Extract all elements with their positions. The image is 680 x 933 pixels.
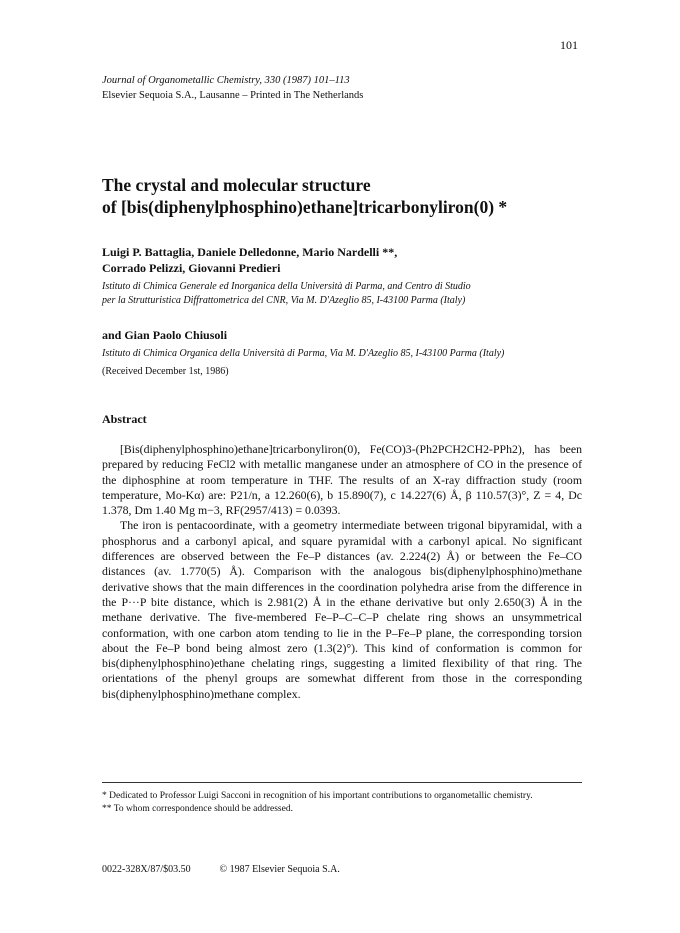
author-list: [102, 244, 397, 276]
publisher-line: Elsevier Sequoia S.A., Lausanne – Printed in The Netherlands: [102, 90, 364, 101]
copyright-line: [102, 864, 340, 875]
page-number: 101: [560, 38, 578, 52]
affiliation-1-line-2: per la Strutturistica Diffrattometrica del CNR, Via M. D'Azeglio 85, I-43100 Parma (Italy): [102, 295, 466, 306]
footnotes: [102, 790, 582, 815]
copyright-notice: © 1987 Elsevier Sequoia S.A.: [219, 864, 340, 875]
article-title: [102, 174, 602, 218]
affiliation-1: [102, 280, 582, 308]
title-line-1: The crystal and molecular structure: [102, 175, 371, 195]
affiliation-1-line-1: Istituto di Chimica Generale ed Inorganica della Università di Parma, and Centro di Studio: [102, 281, 471, 292]
footnote-divider: [102, 782, 582, 783]
authors-line-2: Corrado Pelizzi, Giovanni Predieri: [102, 261, 281, 275]
journal-citation: Journal of Organometallic Chemistry, 330 (1987) 101–113: [102, 75, 350, 86]
abstract-heading: Abstract: [102, 412, 147, 426]
abstract-paragraph-2: The iron is pentacoordinate, with a geometry intermediate between trigonal bipyramidal, with a phosphorus and a carbonyl apical, and square pyramidal with a carbonyl apical. No significant differences are observed between the Fe–P distances (av. 2.224(2) Å) or between the Fe–CO distances (av. 1.770(5) Å). Comparison with the analogous bis(diphenylphosphino)methane derivative shows that the main differences in the coordination polyhedra arise from the difference in the P···P bite distance, which is 2.981(2) Å in the ethane derivative but only 2.650(3) Å in the methane derivative. The five-membered Fe–P–C–C–P chelate ring shows an unsymmetrical conformation, with one carbon atom tending to lie in the P–Fe–P plane, the corresponding torsion about the Fe–P bond being almost zero (1.3(2)°). This kind of conformation is common for bis(diphenylphosphino)ethane chelating rings, suggesting a limited flexibility of that ring. The orientations of the phenyl groups are somewhat different from those in the corresponding bis(diphenylphosphino)methane complex.: [102, 518, 582, 701]
abstract-body: [102, 442, 582, 702]
affiliation-2: Istituto di Chimica Organica della Università di Parma, Via M. D'Azeglio 85, I-43100 Parma (Italy): [102, 348, 505, 359]
issn-price-code: 0022-328X/87/$03.50: [102, 864, 191, 875]
second-author: and Gian Paolo Chiusoli: [102, 328, 228, 342]
received-date: (Received December 1st, 1986): [102, 366, 229, 377]
abstract-paragraph-1: [Bis(diphenylphosphino)ethane]tricarbonyliron(0), Fe(CO)3-(Ph2PCH2CH2-PPh2), has been prepared by reducing FeCl2 with metallic manganese under an atmosphere of CO in the presence of the diphosphine at room temperature in THF. The results of an X-ray diffraction study (room temperature, Mo-Kα) are: P21/n, a 12.260(6), b 15.890(7), c 14.227(6) Å, β 110.57(3)°, Z = 4, Dc 1.378, Dm 1.40 Mg m−3, RF(2957/413) = 0.0393.: [102, 442, 582, 518]
authors-line-1: Luigi P. Battaglia, Daniele Delledonne, Mario Nardelli **,: [102, 245, 398, 259]
footnote-dedication: * Dedicated to Professor Luigi Sacconi in recognition of his important contributions to organometallic chemistry.: [102, 791, 533, 801]
journal-header: [102, 73, 363, 103]
title-line-2: of [bis(diphenylphosphino)ethane]tricarbonyliron(0) *: [102, 197, 508, 217]
footnote-correspondence: ** To whom correspondence should be addressed.: [102, 803, 293, 814]
